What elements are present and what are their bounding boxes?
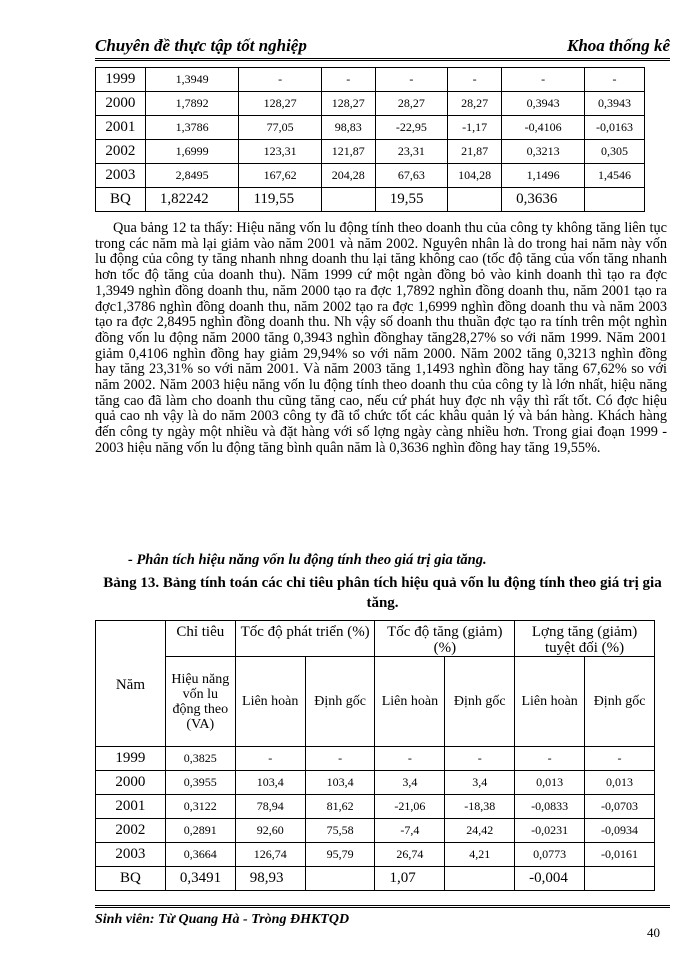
table-row (96, 771, 655, 795)
value-cell: 3,4 (375, 771, 445, 795)
value-cell: 0,2891 (165, 819, 235, 843)
average-dev-cell: 98,93 (235, 867, 305, 891)
empty-cell (445, 867, 515, 891)
year-cell: 2003 (96, 843, 166, 867)
average-inc-cell: 1,07 (375, 867, 445, 891)
value-cell: 28,27 (448, 92, 502, 116)
header-dev-speed: Tốc độ phát triển (%) (235, 621, 375, 657)
table-row (96, 843, 655, 867)
value-cell: 92,60 (235, 819, 305, 843)
value-cell: -18,38 (445, 795, 515, 819)
value-cell: 3,4 (445, 771, 515, 795)
value-cell: 24,42 (445, 819, 515, 843)
year-cell: 2002 (96, 819, 166, 843)
average-inc-cell: 19,55 (375, 188, 447, 212)
value-cell: 0,3943 (585, 92, 645, 116)
year-cell: 2003 (96, 164, 146, 188)
value-cell: 21,87 (448, 140, 502, 164)
header-abs-base: Định gốc (585, 657, 655, 747)
value-cell: 81,62 (305, 795, 375, 819)
header-inc-base: Định gốc (445, 657, 515, 747)
table-row-average (96, 188, 645, 212)
empty-cell (448, 188, 502, 212)
value-cell: 123,31 (239, 140, 321, 164)
value-cell: 0,3664 (165, 843, 235, 867)
table-row (96, 164, 645, 188)
value-cell: 0,013 (515, 771, 585, 795)
header-title: Chuyên đề thực tập tốt nghiệp (95, 36, 307, 55)
value-cell: - (375, 747, 445, 771)
year-cell: 2000 (96, 771, 166, 795)
value-cell: -0,0833 (515, 795, 585, 819)
value-cell: -0,0934 (585, 819, 655, 843)
header-efficiency: Hiệu năng vốn lu động theo (VA) (165, 657, 235, 747)
year-cell: 2000 (96, 92, 146, 116)
header-dev-base: Định gốc (305, 657, 375, 747)
value-cell: -21,06 (375, 795, 445, 819)
table-13-header-row-2 (96, 657, 655, 747)
value-cell: - (515, 747, 585, 771)
value-cell: - (305, 747, 375, 771)
header-inc-chain: Liên hoàn (375, 657, 445, 747)
value-cell: 4,21 (445, 843, 515, 867)
value-cell: 23,31 (375, 140, 447, 164)
value-cell: 1,3949 (145, 68, 239, 92)
value-cell: 1,7892 (145, 92, 239, 116)
value-cell: - (502, 68, 585, 92)
table-row (96, 819, 655, 843)
table-row (96, 116, 645, 140)
value-cell: - (375, 68, 447, 92)
table-13 (95, 620, 655, 891)
page-number: 40 (647, 925, 660, 940)
average-label-cell: BQ (96, 867, 166, 891)
average-abs-cell: -0,004 (515, 867, 585, 891)
table-12 (95, 67, 645, 212)
value-cell: 128,27 (321, 92, 375, 116)
header-department: Khoa thống kê (567, 36, 670, 55)
value-cell: 204,28 (321, 164, 375, 188)
value-cell: 103,4 (305, 771, 375, 795)
value-cell: 0,013 (585, 771, 655, 795)
average-label-cell: BQ (96, 188, 146, 212)
value-cell: 98,83 (321, 116, 375, 140)
average-dev-cell: 119,55 (239, 188, 321, 212)
value-cell: 77,05 (239, 116, 321, 140)
empty-cell (585, 188, 645, 212)
value-cell: 104,28 (448, 164, 502, 188)
value-cell: - (239, 68, 321, 92)
value-cell: -7,4 (375, 819, 445, 843)
value-cell: 28,27 (375, 92, 447, 116)
value-cell: - (585, 68, 645, 92)
table-13-header-row-1 (96, 621, 655, 657)
page-header (95, 32, 670, 61)
value-cell: 0,305 (585, 140, 645, 164)
value-cell: -0,0703 (585, 795, 655, 819)
value-cell: 2,8495 (145, 164, 239, 188)
table-row (96, 795, 655, 819)
header-year: Năm (96, 621, 166, 747)
year-cell: 1999 (96, 747, 166, 771)
value-cell: 103,4 (235, 771, 305, 795)
value-cell: - (448, 68, 502, 92)
value-cell: 75,58 (305, 819, 375, 843)
value-cell: -22,95 (375, 116, 447, 140)
value-cell: -0,0161 (585, 843, 655, 867)
value-cell: 128,27 (239, 92, 321, 116)
table-13-caption: Bảng 13. Bảng tính toán các chỉ tiêu phân tích hiệu quả vốn lu động tính theo giá trị gia tăng. (103, 575, 662, 611)
table-row (96, 68, 645, 92)
year-cell: 1999 (96, 68, 146, 92)
year-cell: 2001 (96, 116, 146, 140)
table-row (96, 747, 655, 771)
value-cell: 0,0773 (515, 843, 585, 867)
header-indicator: Chỉ tiêu (165, 621, 235, 657)
table-row (96, 92, 645, 116)
value-cell: -0,0231 (515, 819, 585, 843)
value-cell: - (445, 747, 515, 771)
value-cell: - (585, 747, 655, 771)
value-cell: -0,0163 (585, 116, 645, 140)
value-cell: 1,3786 (145, 116, 239, 140)
value-cell: 1,6999 (145, 140, 239, 164)
analysis-paragraph: Qua bảng 12 ta thấy: Hiệu năng vốn lu động tính theo doanh thu của công ty không tăng liên tục trong các năm mà lại giảm vào năm 2001 và năm 2002. Nguyên nhân là do trong hai năm này vốn lu động của công ty tăng nhanh nhng doanh thu lại tăng không cao (tốc độ tăng của vốn tăng nhanh hơn tốc độ tăng của doanh thu). Năm 1999 cứ một ngàn đồng bỏ vào kinh doanh thì tạo ra đợc 1,3949 nghìn đồng doanh thu, năm 2000 tạo ra đợc 1,7892 nghìn đồng doanh thu, năm 2001 tạo ra đợc1,3786 nghìn đồng doanh thu, năm 2002 tạo ra đợc 1,6999 nghìn đồng doanh thu và năm 2003 tạo ra đợc 2,8495 nghìn đồng doanh thu. Nh vậy số doanh thu thuần đợc tạo ra tính trên một nghìn đồng vốn lu động năm 2000 tăng 0,3943 nghìn đồnghay tăng28,27% so với năm 1999. Năm 2001 giảm 0,4106 nghìn đồng hay giảm 29,94% so với năm 2000. Năm 2002 tăng 0,3213 nghìn đồng hay tăng 23,31% so với năm 2001. Và năm 2003 tăng 1,1493 nghìn đồng hay tăng 67,62% so với năm 2002. Năm 2003 hiệu năng vốn lu động tính theo doanh thu của công ty là lớn nhất, hiệu năng tăng cao đã làm cho doanh thu cũng tăng cao, nếu cứ phát huy đợc nh vậy thì rất tốt. Có đợc hiệu quả cao nh vậy là do năm 2003 công ty đã tổ chức tốt các khâu quản lý và bán hàng. Khách hàng đến công ty ngày một nhiều và đặt hàng với số lợng ngày càng nhiều hơn. Trong giai đoạn 1999 - 2003 hiệu năng vốn lu động tăng bình quân năm là 0,3636 nghìn đồng hay tăng 19,55%. (95, 220, 667, 456)
header-abs-inc: Lợng tăng (giảm) tuyệt đối (%) (515, 621, 655, 657)
value-cell: - (235, 747, 305, 771)
value-cell: 0,3955 (165, 771, 235, 795)
header-inc-speed: Tốc độ tăng (giảm) (%) (375, 621, 515, 657)
empty-cell (585, 867, 655, 891)
table-row-average (96, 867, 655, 891)
year-cell: 2002 (96, 140, 146, 164)
value-cell: 126,74 (235, 843, 305, 867)
value-cell: -1,17 (448, 116, 502, 140)
value-cell: 26,74 (375, 843, 445, 867)
value-cell: 1,1496 (502, 164, 585, 188)
value-cell: 78,94 (235, 795, 305, 819)
average-value-cell: 0,3491 (165, 867, 235, 891)
empty-cell (321, 188, 375, 212)
empty-cell (305, 867, 375, 891)
page-footer (95, 905, 670, 927)
value-cell: 0,3943 (502, 92, 585, 116)
header-abs-chain: Liên hoàn (515, 657, 585, 747)
value-cell: -0,4106 (502, 116, 585, 140)
average-value-cell: 1,82242 (145, 188, 239, 212)
value-cell: 167,62 (239, 164, 321, 188)
value-cell: - (321, 68, 375, 92)
table-row (96, 140, 645, 164)
header-dev-chain: Liên hoàn (235, 657, 305, 747)
year-cell: 2001 (96, 795, 166, 819)
value-cell: 67,63 (375, 164, 447, 188)
student-name: Sinh viên: Từ Quang Hà - Tròng ĐHKTQD (95, 912, 350, 927)
value-cell: 0,3122 (165, 795, 235, 819)
value-cell: 95,79 (305, 843, 375, 867)
average-abs-cell: 0,3636 (502, 188, 585, 212)
value-cell: 0,3213 (502, 140, 585, 164)
value-cell: 1,4546 (585, 164, 645, 188)
value-cell: 0,3825 (165, 747, 235, 771)
section-title: - Phân tích hiệu năng vốn lu động tính theo giá trị gia tăng. (128, 552, 487, 568)
value-cell: 121,87 (321, 140, 375, 164)
